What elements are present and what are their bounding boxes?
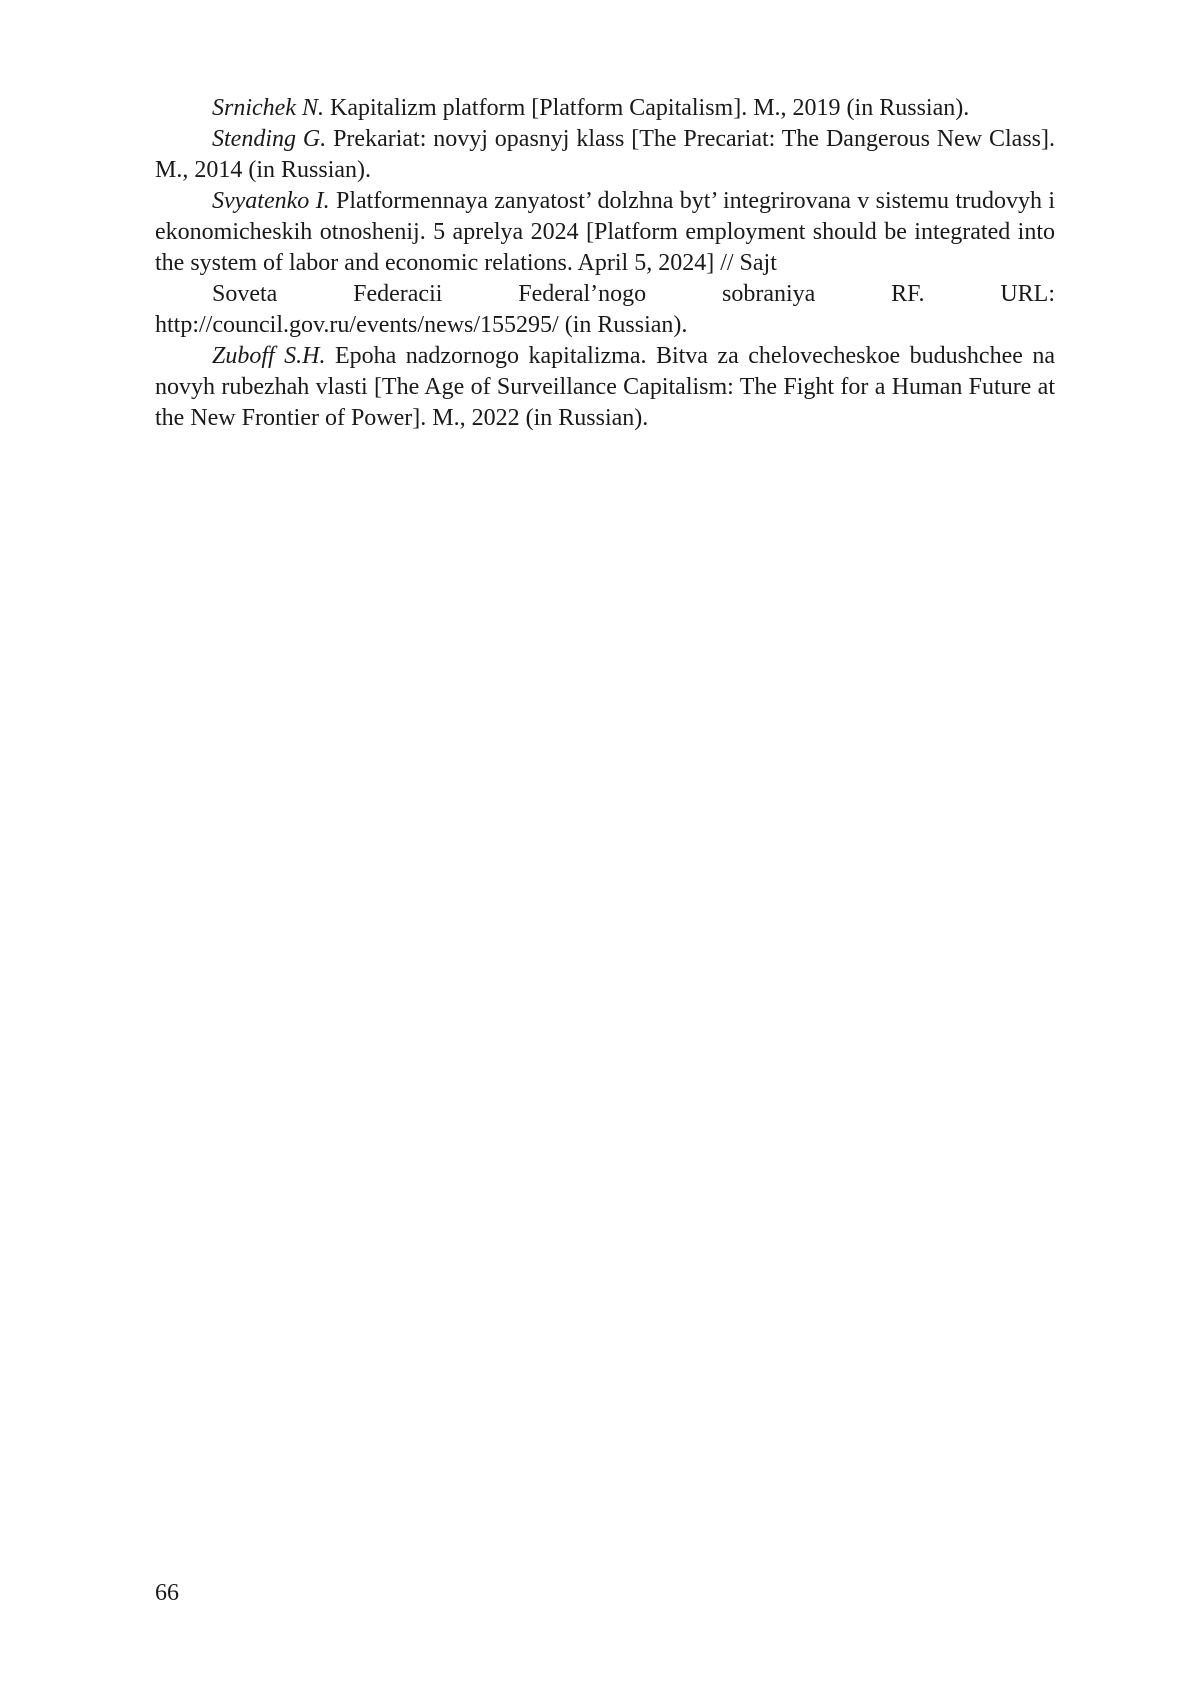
reference-entry	[155, 341, 1055, 434]
reference-list	[155, 93, 1055, 434]
reference-text: Epoha nadzornogo kapitalizma. Bitva za chelovecheskoe budushchee na novyh rubezhah vlasti [The Age of Surveillance Capitalism: The Fight for a Human Future at the New Frontier of Power]. M., 2022 (in Russian).	[155, 343, 1056, 431]
reference-author: Svyatenko I.	[212, 188, 330, 214]
reference-author: Zuboff S.H.	[212, 343, 326, 369]
reference-text: Prekariat: novyj opasnyj klass [The Precariat: The Dangerous New Class]. M., 2014 (in Russian).	[155, 126, 1055, 183]
reference-text: Soveta Federacii Federal’nogo sobraniya RF. URL: http://council.gov.ru/events/news/155295/ (in Russian).	[155, 281, 1055, 338]
reference-text: Kapitalizm platform [Platform Capitalism]. M., 2019 (in Russian).	[323, 95, 970, 121]
reference-author: Srnichek N.	[212, 95, 324, 121]
reference-continuation	[155, 279, 1055, 341]
reference-text: Platformennaya zanyatost’ dolzhna byt’ integrirovana v sistemu trudovyh i ekonomicheskih otnoshenij. 5 aprelya 2024 [Platform employment should be integrated into the system of labor and economic relations. April 5, 2024] // Sajt	[155, 188, 1055, 276]
reference-entry	[155, 93, 1055, 124]
reference-entry	[155, 186, 1055, 279]
page-number: 66	[155, 1580, 179, 1606]
reference-author: Stending G.	[212, 126, 327, 152]
reference-entry	[155, 124, 1055, 186]
